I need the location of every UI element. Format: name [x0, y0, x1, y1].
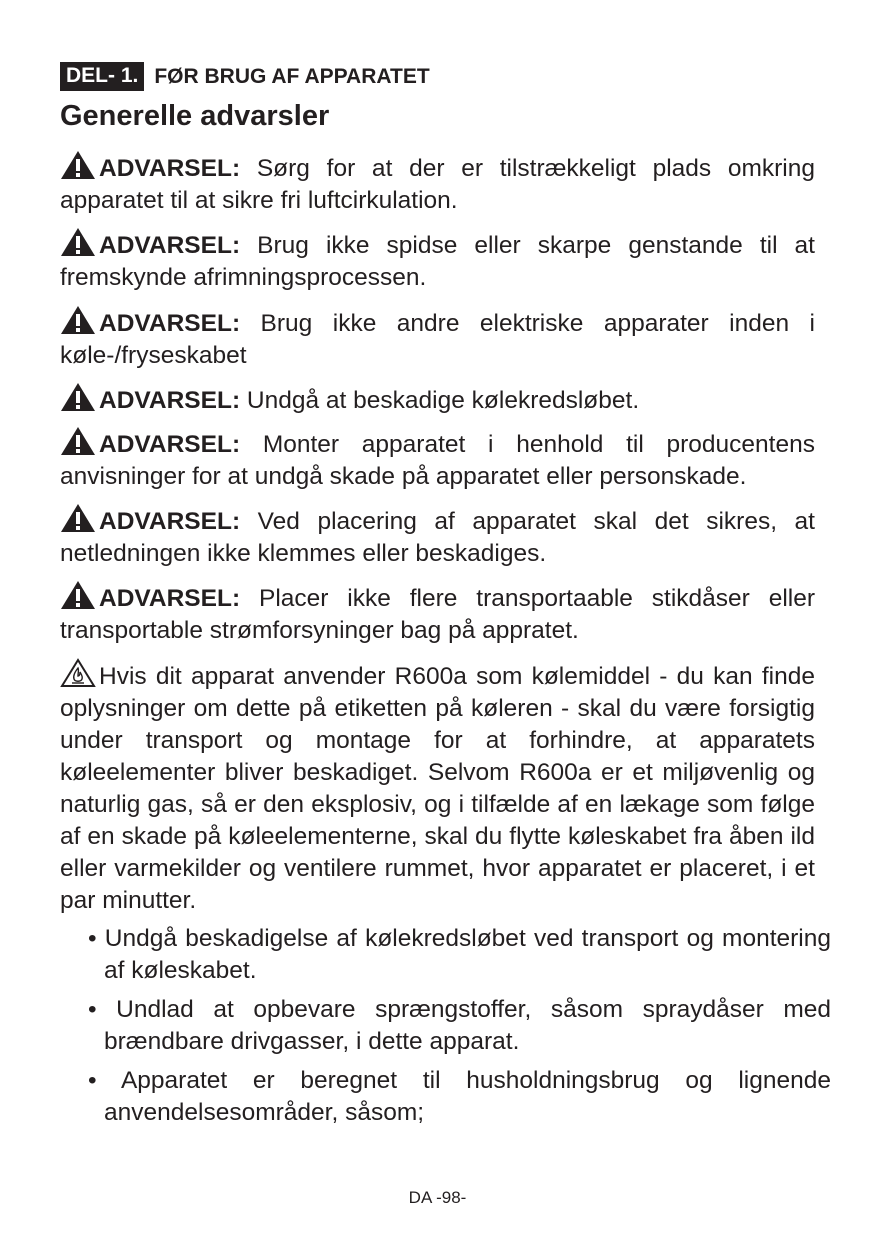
bullet-item-2: • Undlad at opbevare sprængstoffer, såsom spraydåser med brændbare drivgasser, i dette apparat.	[88, 996, 831, 1055]
warning-label: ADVARSEL:	[99, 310, 241, 337]
warning-text: Brug ikke spidse eller skarpe genstande til at fremskynde afrimningsprocessen.	[60, 232, 815, 291]
warning-2	[60, 227, 815, 294]
section-title: FØR BRUG AF APPARATET	[154, 64, 430, 88]
warning-1	[60, 150, 815, 217]
warning-text: Ved placering af apparatet skal det sikres, at netledningen ikke klemmes eller beskadiges.	[60, 508, 815, 567]
warning-3	[60, 305, 815, 372]
section-header	[60, 62, 430, 91]
warning-icon	[60, 305, 96, 335]
flammable-warning-icon	[60, 658, 96, 688]
flammable-note-text: Hvis dit apparat anvender R600a som kølemiddel - du kan finde oplysninger om dette på etiketten på køleren - skal du være forsigtig under transport og montage for at forhindre, at apparatets køleelementer bliver beskadiget. Selvom R600a er et miljøvenlig og naturlig gas, så er den eksplosiv, og i tilfælde af en lækage som følge af en skade på køleelementerne, skal du flytte køleskabet fra åben ild eller varmekilder og ventilere rummet, hvor apparatet er placeret, i et par minutter.	[60, 663, 815, 914]
bullet-item-3: • Apparatet er beregnet til husholdningsbrug og lignende anvendelsesområder, såsom;	[88, 1067, 831, 1126]
warning-label: ADVARSEL:	[99, 431, 241, 458]
warning-icon	[60, 150, 96, 180]
warning-label: ADVARSEL:	[99, 387, 241, 414]
page-number: DA -98-	[408, 1188, 467, 1207]
warning-icon	[60, 382, 96, 412]
warning-text: Placer ikke flere transportaable stikdåser eller transportable strømforsyninger bag på appratet.	[60, 585, 815, 644]
warning-icon	[60, 503, 96, 533]
warning-5	[60, 426, 815, 493]
warning-icon	[60, 580, 96, 610]
warning-text: Monter apparatet i henhold til producentens anvisninger for at undgå skade på apparatet eller personskade.	[60, 431, 815, 490]
warning-7	[60, 580, 815, 647]
bullet-item-1: • Undgå beskadigelse af kølekredsløbet ved transport og montering af køleskabet.	[88, 925, 831, 984]
warning-4	[60, 382, 815, 417]
warning-6	[60, 503, 815, 570]
warning-label: ADVARSEL:	[99, 155, 241, 182]
flammable-refrigerant-note	[60, 658, 815, 917]
warning-text: Undgå at beskadige kølekredsløbet.	[240, 387, 640, 414]
warning-label: ADVARSEL:	[99, 232, 241, 259]
page-heading: Generelle advarsler	[60, 100, 330, 132]
warning-text: Brug ikke andre elektriske apparater inden i køle-/fryseskabet	[60, 310, 815, 369]
warning-icon	[60, 426, 96, 456]
warning-label: ADVARSEL:	[99, 585, 241, 612]
warning-icon	[60, 227, 96, 257]
warning-label: ADVARSEL:	[99, 508, 241, 535]
section-tag: DEL- 1.	[60, 62, 144, 91]
warning-text: Sørg for at der er tilstrækkeligt plads omkring apparatet til at sikre fri luftcirkulation.	[60, 155, 815, 214]
